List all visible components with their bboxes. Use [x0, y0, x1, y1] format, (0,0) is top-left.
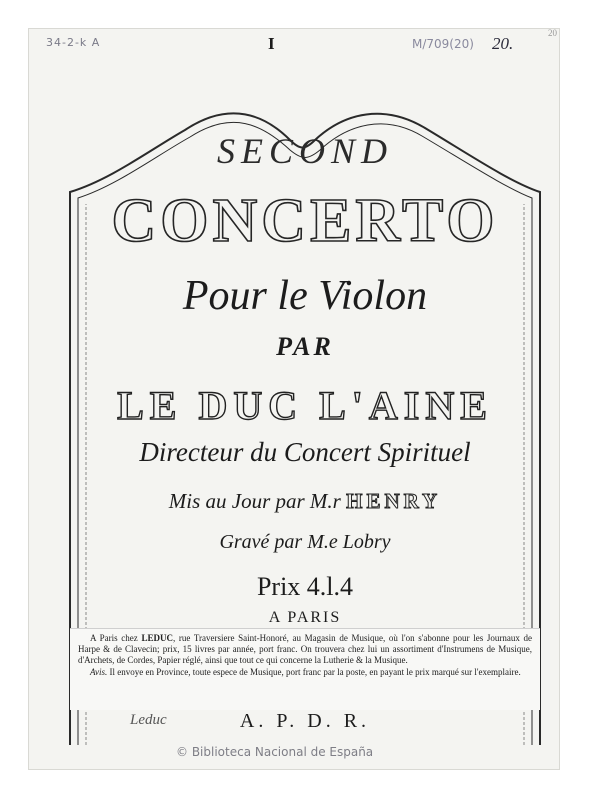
notice-body: , rue Traversiere Saint-Honoré, au Magasin de Musique, où l'on s'abonne pour les Journaux de Harpe & de Clavecin; prix, 15 livres par année, port franc. On trouvera chez lui un assortiment d'Instrumens de Musique, d'Archets, de Cordes, Papier réglé, ainsi que tout ce qui concerne la Lutherie & la Musique. — [78, 633, 532, 666]
copyright-icon: © — [176, 745, 188, 759]
engraver-credit: Gravé par M.e Lobry — [219, 531, 391, 553]
title-by: PAR — [276, 332, 334, 361]
folio-number: 20. — [492, 34, 514, 53]
notice-avis — [78, 667, 532, 678]
library-watermark — [176, 745, 373, 759]
privilege-mark: A. P. D. R. — [239, 710, 371, 732]
shelfmark-right: M/709(20) — [412, 37, 474, 51]
shelfmark-left: 34-2-k A — [46, 36, 101, 49]
price: Prix 4.l.4 — [256, 572, 354, 601]
edited-by — [70, 489, 540, 514]
publisher-name: LEDUC — [141, 633, 173, 643]
avis-label: Avis. — [90, 666, 108, 677]
title-second: SECOND — [216, 131, 393, 171]
avis-text: Il envoye en Province, toute espece de Musique, port franc par la poste, en payant le prix marqué sur l'exemplaire. — [107, 666, 521, 677]
edited-prefix: Mis au Jour par M.r — [168, 489, 341, 513]
composer-position: Directeur du Concert Spirituel — [139, 437, 471, 467]
watermark-text: Biblioteca Nacional de España — [191, 745, 374, 759]
composer-name: LE DUC L'AINE — [117, 383, 493, 428]
page-number: I — [268, 34, 275, 53]
place-of-publication: A PARIS — [268, 609, 342, 626]
title-concerto: CONCERTO — [111, 187, 499, 255]
notice-paragraph — [78, 633, 532, 667]
title-instrument: Pour le Violon — [182, 273, 428, 319]
corner-mark: 20 — [548, 28, 557, 38]
editor-name: HENRY — [346, 489, 442, 513]
publisher-notice — [70, 628, 540, 710]
notice-intro: A Paris chez — [90, 633, 138, 643]
publisher-signature: Leduc — [130, 712, 167, 728]
